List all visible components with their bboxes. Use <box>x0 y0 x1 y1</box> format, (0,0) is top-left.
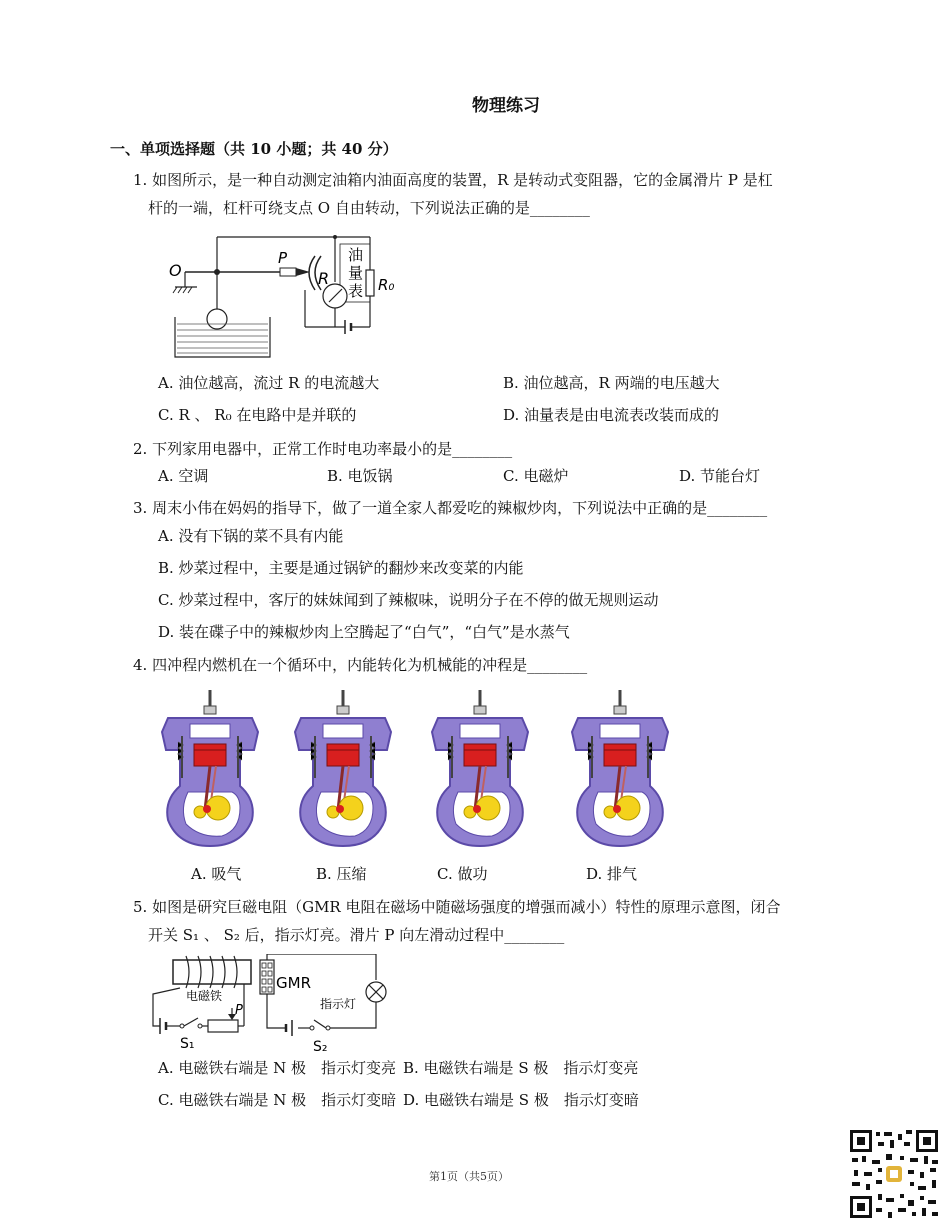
indicator-lamp-label: 指示灯 <box>320 997 357 1011</box>
slider-p-label-q5: P <box>235 1003 243 1018</box>
question-4-option-a[interactable]: A. 吸气 <box>191 865 242 883</box>
question-3-option-b[interactable]: B. 炒菜过程中，主要是通过锅铲的翻炒来改变菜的内能 <box>158 559 524 577</box>
question-2-option-b[interactable]: B. 电饭锅 <box>327 467 393 485</box>
gauge-label-1: 油 <box>348 246 364 264</box>
gmr-circuit-figure <box>148 954 393 1054</box>
question-4-option-b[interactable]: B. 压缩 <box>316 865 367 883</box>
question-2-option-d[interactable]: D. 节能台灯 <box>679 467 761 485</box>
question-1-option-a[interactable]: A. 油位越高，流过 R 的电流越大 <box>158 374 380 392</box>
oil-gauge-circuit-figure <box>165 232 410 362</box>
question-4-option-d[interactable]: D. 排气 <box>586 865 638 883</box>
resistor-r-label: R <box>318 269 330 288</box>
question-5-option-c[interactable]: C. 电磁铁右端是 N 极 指示灯变暗 <box>158 1091 397 1109</box>
question-1-option-b[interactable]: B. 油位越高，R 两端的电压越大 <box>503 374 720 392</box>
question-1-stem-line-1: 1. 如图所示，是一种自动测定油箱内油面高度的装置，R 是转动式变阻器，它的金属滑片 P 是杠 <box>133 171 773 189</box>
question-5-option-d[interactable]: D. 电磁铁右端是 S 极 指示灯变暗 <box>403 1091 639 1109</box>
page-footer: 第1页（共5页） <box>429 1170 509 1183</box>
slider-p-label: P <box>278 249 288 267</box>
gmr-label: GMR <box>276 974 311 992</box>
question-3-option-c[interactable]: C. 炒菜过程中，客厅的妹妹闻到了辣椒味，说明分子在不停的做无规则运动 <box>158 591 659 609</box>
section-heading: 一、单项选择题（共 10 小题；共 40 分） <box>110 140 398 158</box>
question-3-option-a[interactable]: A. 没有下锅的菜不具有内能 <box>158 527 344 545</box>
question-2-option-a[interactable]: A. 空调 <box>158 467 209 485</box>
question-2-option-c[interactable]: C. 电磁炉 <box>503 467 569 485</box>
question-5-stem-line-2: 开关 S₁ 、 S₂ 后，指示灯亮。滑片 P 向左滑动过程中________ <box>148 926 565 944</box>
question-4-stem: 4. 四冲程内燃机在一个循环中，内能转化为机械能的冲程是________ <box>133 656 588 674</box>
switch-s1-label: S₁ <box>180 1036 195 1052</box>
gauge-label-3: 表 <box>348 282 364 300</box>
page-title: 物理练习 <box>472 96 540 116</box>
question-4-option-c[interactable]: C. 做功 <box>437 865 488 883</box>
switch-s2-label: S₂ <box>313 1039 328 1054</box>
resistor-r0-label: R₀ <box>378 276 395 294</box>
question-5-option-a[interactable]: A. 电磁铁右端是 N 极 指示灯变亮 <box>158 1059 397 1077</box>
pivot-o-label: O <box>169 261 182 280</box>
engine-strokes-figure <box>155 688 675 850</box>
question-2-stem: 2. 下列家用电器中，正常工作时电功率最小的是________ <box>133 440 513 458</box>
question-5-option-b[interactable]: B. 电磁铁右端是 S 极 指示灯变亮 <box>403 1059 639 1077</box>
question-1-option-d[interactable]: D. 油量表是由电流表改装而成的 <box>503 406 720 424</box>
electromagnet-label: 电磁铁 <box>186 989 223 1003</box>
question-1-stem-line-2: 杆的一端，杠杆可绕支点 O 自由转动，下列说法正确的是________ <box>148 199 590 217</box>
qr-code-icon[interactable] <box>848 1128 940 1220</box>
question-3-stem: 3. 周末小伟在妈妈的指导下，做了一道全家人都爱吃的辣椒炒肉，下列说法中正确的是________ <box>133 499 768 517</box>
gauge-label-2: 量 <box>348 264 364 282</box>
question-1-option-c[interactable]: C. R 、 R₀ 在电路中是并联的 <box>158 406 357 424</box>
question-5-stem-line-1: 5. 如图是研究巨磁电阻（GMR 电阻在磁场中随磁场强度的增强而减小）特性的原理示意图，闭合 <box>133 898 781 916</box>
question-3-option-d[interactable]: D. 装在碟子中的辣椒炒肉上空腾起了“白气”，“白气”是水蒸气 <box>158 623 570 641</box>
